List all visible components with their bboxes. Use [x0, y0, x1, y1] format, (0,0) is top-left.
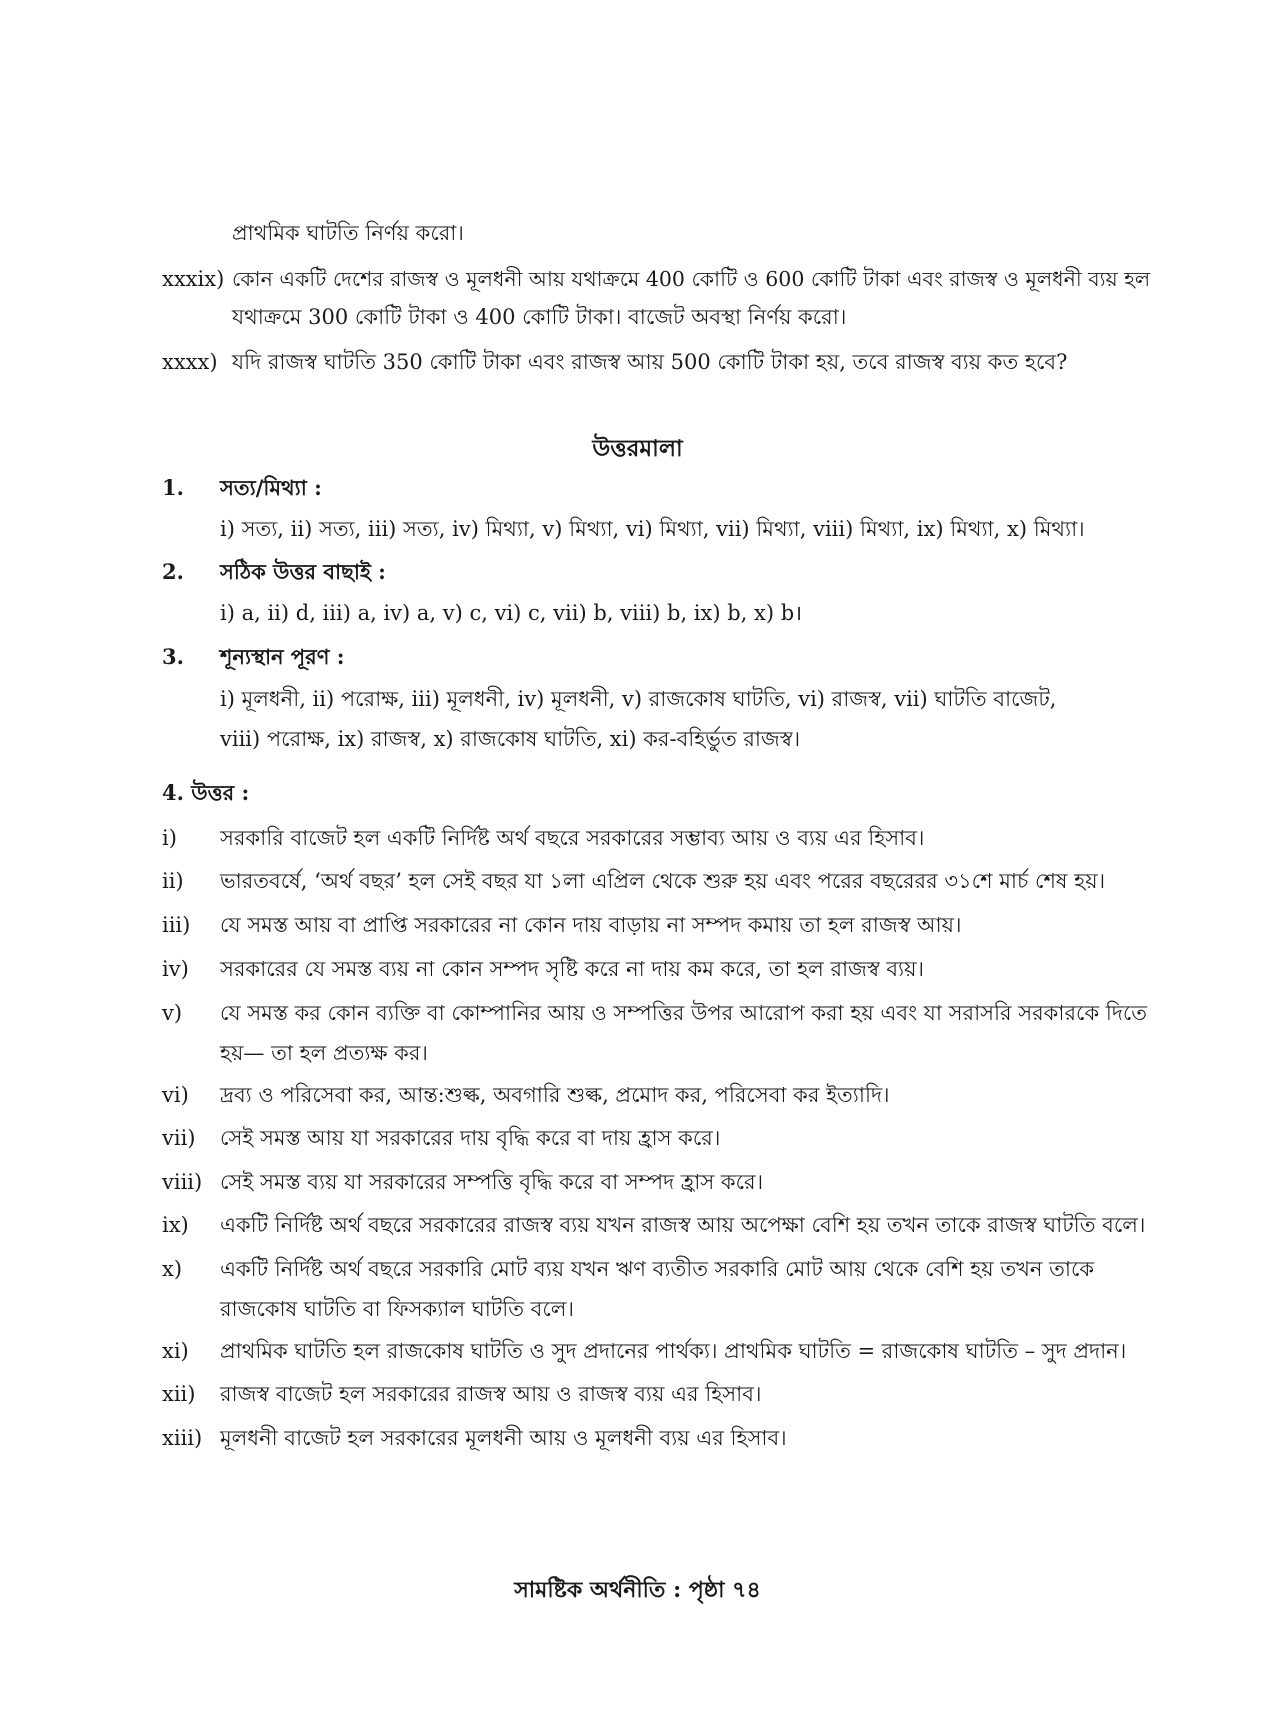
answer-4-xii-number: xii): [162, 1382, 196, 1406]
section-2-number: 2.: [162, 559, 184, 584]
section-3-heading: শূন্যস্থান পূরণ :: [220, 644, 345, 669]
answer-4-xii-text: রাজস্ব বাজেট হল সরকারের রাজস্ব আয় ও রাজস্ব ব্যয় এর হিসাব।: [220, 1382, 762, 1406]
question-38-tail: প্রাথমিক ঘাটতি নির্ণয় করো।: [232, 221, 464, 245]
section-1-heading: সত্য/মিথ্যা :: [220, 475, 322, 500]
answer-4-i-number: i): [162, 826, 177, 850]
section-4-heading: 4. উত্তর :: [162, 780, 250, 805]
answer-4-iv-number: iv): [162, 957, 189, 981]
answer-4-vii-number: vii): [162, 1126, 196, 1150]
answer-4-viii-number: viii): [162, 1170, 203, 1194]
answer-4-viii-text: সেই সমস্ত ব্যয় যা সরকারের সম্পত্তি বৃদ্ধি করে বা সম্পদ হ্রাস করে।: [220, 1170, 764, 1194]
answer-4-xiii-text: মূলধনী বাজেট হল সরকারের মূলধনী আয় ও মূলধনী ব্যয় এর হিসাব।: [220, 1426, 787, 1450]
answer-4-iii-text: যে সমস্ত আয় বা প্রাপ্তি সরকারের না কোন দায় বাড়ায় না সম্পদ কমায় তা হল রাজস্ব আয়।: [220, 913, 962, 937]
section-3-answers-line-1: i) মূলধনী, ii) পরোক্ষ, iii) মূলধনী, iv) মূলধনী, v) রাজকোষ ঘাটতি, vi) রাজস্ব, vii) ঘাটতি বাজেট,: [220, 687, 1057, 711]
question-40-number: xxxx): [162, 350, 218, 374]
answers-title: উত্তরমালা: [592, 435, 683, 462]
answer-4-vi-text: দ্রব্য ও পরিসেবা কর, আন্ত:শুল্ক, অবগারি শুল্ক, প্রমোদ কর, পরিসেবা কর ইত্যাদি।: [220, 1083, 890, 1107]
answer-4-vii-text: সেই সমস্ত আয় যা সরকারের দায় বৃদ্ধি করে বা দায় হ্রাস করে।: [220, 1126, 721, 1150]
answer-4-xi-number: xi): [162, 1339, 189, 1363]
answer-4-i-text: সরকারি বাজেট হল একটি নির্দিষ্ট অর্থ বছরে সরকারের সম্ভাব্য আয় ও ব্যয় এর হিসাব।: [220, 826, 925, 850]
question-39-number: xxxix): [162, 267, 225, 291]
answer-4-x-text: একটি নির্দিষ্ট অর্থ বছরে সরকারি মোট ব্যয় যখন ঋণ ব্যতীত সরকারি মোট আয় থেকে বেশি হয় তখন তাকে রাজকোষ ঘাটতি বা ফিসক্যাল ঘাটতি বলে।: [220, 1257, 1095, 1321]
section-1-number: 1.: [162, 475, 184, 500]
answer-4-xiii-number: xiii): [162, 1426, 203, 1450]
section-2-heading: সঠিক উত্তর বাছাই :: [220, 559, 386, 584]
page-footer: সামষ্টিক অর্থনীতি : পৃষ্ঠা ৭৪: [514, 1577, 761, 1603]
answer-4-ii-text: ভারতবর্ষে, ‘অর্থ বছর’ হল সেই বছর যা ১লা এপ্রিল থেকে শুরু হয় এবং পরের বছরেরর ৩১শে মার্চ শেষ হয়।: [220, 869, 1106, 893]
answer-4-v-text: যে সমস্ত কর কোন ব্যক্তি বা কোম্পানির আয় ও সম্পত্তির উপর আরোপ করা হয় এবং যা সরাসরি সরকারকে দিতে হয়— তা হল প্রত্যক্ষ কর।: [220, 1001, 1148, 1065]
section-3-answers-line-2: viii) পরোক্ষ, ix) রাজস্ব, x) রাজকোষ ঘাটতি, xi) কর-বহির্ভুত রাজস্ব।: [220, 727, 801, 751]
question-40-text: যদি রাজস্ব ঘাটতি 350 কোটি টাকা এবং রাজস্ব আয় 500 কোটি টাকা হয়, তবে রাজস্ব ব্যয় কত হবে?: [232, 350, 1068, 374]
answer-4-ii-number: ii): [162, 869, 184, 893]
question-39-line-1: কোন একটি দেশের রাজস্ব ও মূলধনী আয় যথাক্রমে 400 কোটি ও 600 কোটি টাকা এবং রাজস্ব ও মূলধনী ব্যয় হল: [232, 267, 1151, 291]
answer-4-ix-number: ix): [162, 1213, 189, 1237]
question-39-line-2: যথাক্রমে 300 কোটি টাকা ও 400 কোটি টাকা। বাজেট অবস্থা নির্ণয় করো।: [232, 305, 847, 329]
answer-4-iii-number: iii): [162, 913, 191, 937]
answer-4-ix-text: একটি নির্দিষ্ট অর্থ বছরে সরকারের রাজস্ব ব্যয় যখন রাজস্ব আয় অপেক্ষা বেশি হয় তখন তাকে রাজস্ব ঘাটতি বলে।: [220, 1213, 1146, 1237]
section-2-answers: i) a, ii) d, iii) a, iv) a, v) c, vi) c, vii) b, viii) b, ix) b, x) b।: [220, 601, 803, 625]
answer-4-x-number: x): [162, 1257, 183, 1281]
answer-4-xi-text: প্রাথমিক ঘাটতি হল রাজকোষ ঘাটতি ও সুদ প্রদানের পার্থক্য। প্রাথমিক ঘাটতি = রাজকোষ ঘাটতি – সুদ প্রদান।: [220, 1339, 1127, 1363]
answer-4-iv-text: সরকারের যে সমস্ত ব্যয় না কোন সম্পদ সৃষ্টি করে না দায় কম করে, তা হল রাজস্ব ব্যয়।: [220, 957, 925, 981]
answer-4-vi-number: vi): [162, 1083, 189, 1107]
section-3-number: 3.: [162, 644, 184, 669]
section-1-answers: i) সত্য, ii) সত্য, iii) সত্য, iv) মিথ্যা, v) মিথ্যা, vi) মিথ্যা, vii) মিথ্যা, viii) মিথ্যা, ix) মিথ্যা, x) মিথ্যা।: [220, 517, 1085, 541]
answer-4-v-number: v): [162, 1001, 183, 1025]
